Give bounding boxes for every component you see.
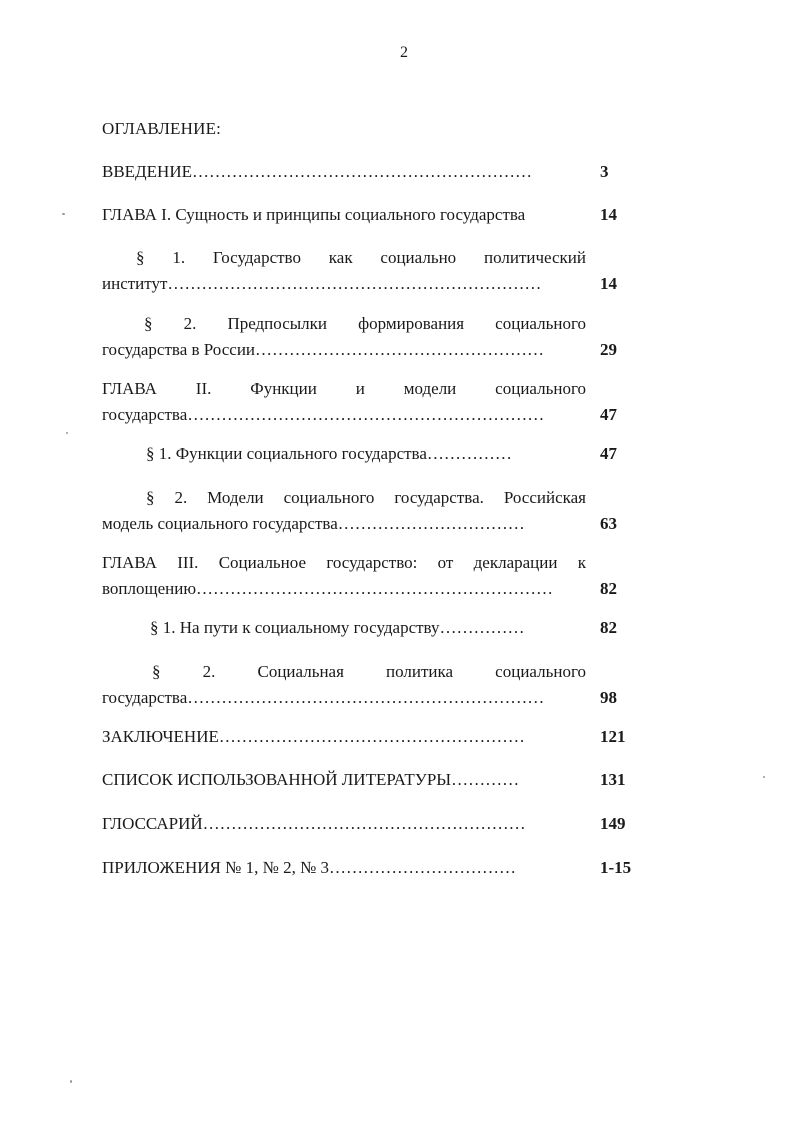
toc-page-number: 82 bbox=[600, 618, 617, 637]
toc-entry-text: государства……………………………………………………… bbox=[102, 405, 545, 424]
toc-heading: ОГЛАВЛЕНИЕ: bbox=[102, 119, 222, 138]
toc-entry-text: ГЛАВА III. Социальное государство: от декларации к bbox=[102, 553, 586, 572]
toc-page-number: 98 bbox=[600, 688, 617, 707]
toc-page-number: 131 bbox=[600, 770, 626, 789]
toc-entry-text: ЗАКЛЮЧЕНИЕ……………………………………………… bbox=[102, 727, 525, 746]
scan-speck bbox=[763, 776, 765, 778]
toc-entry bbox=[102, 159, 642, 185]
toc-entry bbox=[102, 811, 642, 837]
toc-entry bbox=[102, 441, 642, 467]
toc-page-number: 63 bbox=[600, 514, 617, 533]
toc-entry bbox=[102, 485, 642, 537]
scan-speck bbox=[70, 1080, 72, 1083]
toc-page-number: 14 bbox=[600, 205, 617, 224]
toc-entry bbox=[102, 615, 642, 641]
toc-page-number: 3 bbox=[600, 162, 609, 181]
toc-entry-text: ГЛАВА II. Функции и модели социального bbox=[102, 379, 586, 398]
toc-entry bbox=[102, 376, 642, 428]
toc-entry-text: государства……………………………………………………… bbox=[102, 688, 545, 707]
toc-entry-text: ГЛАВА I. Сущность и принципы социального государства bbox=[102, 205, 526, 224]
toc-entry bbox=[102, 659, 642, 711]
toc-entry-text: государства в России…………………………………………… bbox=[102, 340, 545, 359]
toc-entry-text: § 1. Функции социального государства…………… bbox=[146, 444, 512, 463]
toc-page-number: 82 bbox=[600, 579, 617, 598]
toc-page-number: 47 bbox=[600, 405, 617, 424]
toc-entry bbox=[102, 202, 642, 228]
toc-entry bbox=[102, 767, 642, 793]
toc-entry-text: § 1. Государство как социально политический bbox=[136, 248, 586, 267]
toc-entry-text: § 1. На пути к социальному государству…………… bbox=[150, 618, 525, 637]
toc-page-number: 1-15 bbox=[600, 858, 632, 877]
toc-entry-text: институт………………………………………………………… bbox=[102, 274, 542, 293]
toc-entry-text: воплощению……………………………………………………… bbox=[102, 579, 554, 598]
toc-entry-text: § 2. Социальная политика социального bbox=[152, 662, 586, 681]
toc-entry-text: § 2. Модели социального государства. Российская bbox=[146, 488, 586, 507]
toc-entry-text: ВВЕДЕНИЕ…………………………………………………… bbox=[102, 162, 532, 181]
scan-speck bbox=[62, 213, 65, 215]
toc-page-number: 47 bbox=[600, 444, 617, 463]
toc-entry bbox=[102, 550, 642, 602]
toc-page-number: 149 bbox=[600, 814, 626, 833]
scan-speck bbox=[66, 432, 68, 434]
toc-entry bbox=[102, 724, 642, 750]
toc-entry-text: ПРИЛОЖЕНИЯ № 1, № 2, № 3…………………………… bbox=[102, 858, 517, 877]
toc-entry-text: ГЛОССАРИЙ………………………………………………… bbox=[102, 814, 526, 833]
toc-entry bbox=[102, 311, 642, 363]
page-number: 2 bbox=[400, 44, 408, 61]
toc-entry bbox=[102, 855, 642, 881]
toc-entry-text: модель социального государства…………………………… bbox=[102, 514, 525, 533]
toc-entry-text: § 2. Предпосылки формирования социального bbox=[144, 314, 586, 333]
toc-page-number: 14 bbox=[600, 274, 617, 293]
toc-page-number: 29 bbox=[600, 340, 617, 359]
toc-entry-text: СПИСОК ИСПОЛЬЗОВАННОЙ ЛИТЕРАТУРЫ………… bbox=[102, 770, 520, 789]
toc-page-number: 121 bbox=[600, 727, 626, 746]
toc-entry bbox=[102, 245, 642, 297]
